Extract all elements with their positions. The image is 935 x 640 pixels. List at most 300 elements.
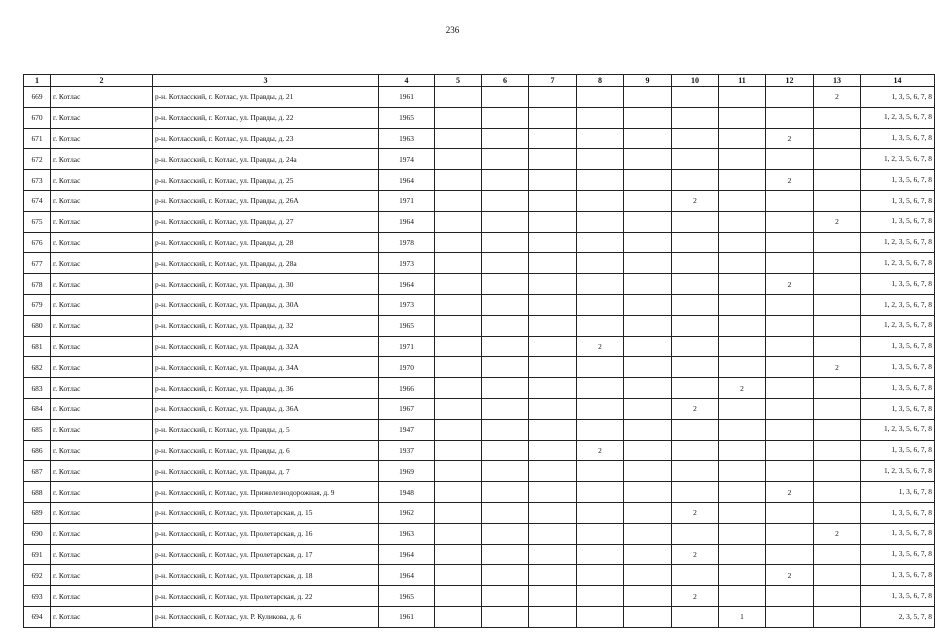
row-col-7 — [529, 523, 577, 544]
row-col-9 — [624, 419, 672, 440]
row-col-12: 2 — [766, 482, 814, 503]
row-col-6 — [482, 107, 529, 128]
row-number: 670 — [24, 107, 51, 128]
row-col-7 — [529, 378, 577, 399]
column-header-12: 12 — [766, 75, 814, 87]
row-col-8 — [577, 544, 624, 565]
row-col-6 — [482, 87, 529, 108]
table-row — [24, 170, 935, 191]
row-col-5 — [435, 107, 482, 128]
row-col-10 — [672, 253, 719, 274]
row-col-6 — [482, 170, 529, 191]
row-city: г. Котлас — [51, 523, 153, 544]
row-codes: 1, 2, 3, 5, 6, 7, 8 — [861, 461, 935, 482]
row-number: 681 — [24, 336, 51, 357]
row-codes: 1, 3, 5, 6, 7, 8 — [861, 211, 935, 232]
row-col-6 — [482, 502, 529, 523]
row-codes: 1, 2, 3, 5, 6, 7, 8 — [861, 294, 935, 315]
row-year: 1964 — [379, 211, 435, 232]
row-year: 1973 — [379, 253, 435, 274]
row-col-5 — [435, 586, 482, 607]
row-col-12 — [766, 211, 814, 232]
row-col-6 — [482, 419, 529, 440]
row-col-8 — [577, 190, 624, 211]
row-col-5 — [435, 170, 482, 191]
row-codes: 1, 2, 3, 5, 6, 7, 8 — [861, 419, 935, 440]
row-col-10 — [672, 294, 719, 315]
row-col-5 — [435, 440, 482, 461]
row-col-7 — [529, 440, 577, 461]
row-col-9 — [624, 128, 672, 149]
row-year: 1965 — [379, 107, 435, 128]
row-col-8 — [577, 274, 624, 295]
row-col-9 — [624, 190, 672, 211]
row-codes: 1, 2, 3, 5, 6, 7, 8 — [861, 315, 935, 336]
row-col-10: 2 — [672, 544, 719, 565]
row-codes: 1, 3, 5, 6, 7, 8 — [861, 440, 935, 461]
row-city: г. Котлас — [51, 482, 153, 503]
row-year: 1963 — [379, 523, 435, 544]
row-year: 1967 — [379, 398, 435, 419]
row-col-7 — [529, 315, 577, 336]
row-col-11 — [719, 336, 766, 357]
row-city: г. Котлас — [51, 461, 153, 482]
row-col-10: 2 — [672, 502, 719, 523]
row-col-5 — [435, 398, 482, 419]
row-col-13 — [814, 315, 861, 336]
row-col-11 — [719, 149, 766, 170]
row-col-8 — [577, 398, 624, 419]
row-col-11 — [719, 253, 766, 274]
row-number: 689 — [24, 502, 51, 523]
row-codes: 1, 3, 5, 6, 7, 8 — [861, 170, 935, 191]
table-row — [24, 398, 935, 419]
row-year: 1937 — [379, 440, 435, 461]
row-col-11 — [719, 398, 766, 419]
row-col-13 — [814, 565, 861, 586]
row-col-13 — [814, 378, 861, 399]
row-col-13: 2 — [814, 87, 861, 108]
row-codes: 1, 3, 5, 6, 7, 8 — [861, 274, 935, 295]
row-col-11 — [719, 523, 766, 544]
row-number: 673 — [24, 170, 51, 191]
row-col-6 — [482, 294, 529, 315]
row-col-9 — [624, 253, 672, 274]
row-number: 680 — [24, 315, 51, 336]
row-address: р-н. Котласский, г. Котлас, ул. Прижелезнодорожная, д. 9 — [153, 482, 379, 503]
row-city: г. Котлас — [51, 398, 153, 419]
table-row — [24, 253, 935, 274]
table-row — [24, 606, 935, 627]
row-col-13 — [814, 232, 861, 253]
row-number: 693 — [24, 586, 51, 607]
row-col-11 — [719, 440, 766, 461]
row-col-10: 2 — [672, 190, 719, 211]
row-col-9 — [624, 170, 672, 191]
table-row — [24, 440, 935, 461]
row-col-9 — [624, 502, 672, 523]
row-address: р-н. Котласский, г. Котлас, ул. Р. Куликова, д. 6 — [153, 606, 379, 627]
row-col-11 — [719, 502, 766, 523]
row-year: 1971 — [379, 190, 435, 211]
row-col-10 — [672, 211, 719, 232]
row-col-7 — [529, 461, 577, 482]
row-col-7 — [529, 253, 577, 274]
row-codes: 1, 3, 6, 7, 8 — [861, 482, 935, 503]
row-year: 1964 — [379, 170, 435, 191]
row-address: р-н. Котласский, г. Котлас, ул. Правды, д. 30 — [153, 274, 379, 295]
row-col-9 — [624, 606, 672, 627]
row-col-11 — [719, 419, 766, 440]
row-col-8 — [577, 357, 624, 378]
row-col-12: 2 — [766, 565, 814, 586]
row-col-11 — [719, 461, 766, 482]
table-row — [24, 211, 935, 232]
row-col-11: 2 — [719, 378, 766, 399]
row-number: 688 — [24, 482, 51, 503]
row-address: р-н. Котласский, г. Котлас, ул. Правды, д. 21 — [153, 87, 379, 108]
row-year: 1963 — [379, 128, 435, 149]
table-row — [24, 315, 935, 336]
row-col-9 — [624, 294, 672, 315]
row-col-7 — [529, 170, 577, 191]
table-row — [24, 107, 935, 128]
row-number: 685 — [24, 419, 51, 440]
row-codes: 1, 3, 5, 6, 7, 8 — [861, 544, 935, 565]
row-col-9 — [624, 544, 672, 565]
row-city: г. Котлас — [51, 87, 153, 108]
row-col-12 — [766, 378, 814, 399]
row-col-13 — [814, 544, 861, 565]
row-col-10 — [672, 378, 719, 399]
row-address: р-н. Котласский, г. Котлас, ул. Правды, д. 6 — [153, 440, 379, 461]
row-city: г. Котлас — [51, 211, 153, 232]
row-col-10 — [672, 87, 719, 108]
table-row — [24, 586, 935, 607]
row-col-5 — [435, 482, 482, 503]
row-col-11 — [719, 586, 766, 607]
table-row — [24, 482, 935, 503]
row-city: г. Котлас — [51, 544, 153, 565]
row-number: 679 — [24, 294, 51, 315]
row-col-10 — [672, 419, 719, 440]
row-col-9 — [624, 107, 672, 128]
row-col-5 — [435, 87, 482, 108]
row-col-7 — [529, 544, 577, 565]
table-row — [24, 149, 935, 170]
row-codes: 1, 3, 5, 6, 7, 8 — [861, 190, 935, 211]
row-col-11 — [719, 482, 766, 503]
row-year: 1970 — [379, 357, 435, 378]
row-col-7 — [529, 357, 577, 378]
row-col-12 — [766, 419, 814, 440]
row-address: р-н. Котласский, г. Котлас, ул. Правды, д. 26А — [153, 190, 379, 211]
row-number: 678 — [24, 274, 51, 295]
column-header-7: 7 — [529, 75, 577, 87]
row-col-11 — [719, 544, 766, 565]
row-col-10 — [672, 523, 719, 544]
row-col-8 — [577, 378, 624, 399]
row-codes: 1, 2, 3, 5, 6, 7, 8 — [861, 149, 935, 170]
row-col-13 — [814, 398, 861, 419]
row-col-9 — [624, 565, 672, 586]
row-col-13 — [814, 170, 861, 191]
row-address: р-н. Котласский, г. Котлас, ул. Пролетарская, д. 16 — [153, 523, 379, 544]
row-col-11 — [719, 315, 766, 336]
row-year: 1961 — [379, 606, 435, 627]
row-col-8 — [577, 565, 624, 586]
row-col-13 — [814, 274, 861, 295]
row-col-7 — [529, 419, 577, 440]
column-header-8: 8 — [577, 75, 624, 87]
row-city: г. Котлас — [51, 378, 153, 399]
row-number: 687 — [24, 461, 51, 482]
row-col-13 — [814, 253, 861, 274]
row-col-5 — [435, 606, 482, 627]
row-col-8 — [577, 170, 624, 191]
row-number: 669 — [24, 87, 51, 108]
column-header-10: 10 — [672, 75, 719, 87]
row-col-7 — [529, 586, 577, 607]
row-col-8 — [577, 253, 624, 274]
row-codes: 1, 3, 5, 6, 7, 8 — [861, 87, 935, 108]
row-col-9 — [624, 211, 672, 232]
row-col-6 — [482, 128, 529, 149]
row-codes: 1, 3, 5, 6, 7, 8 — [861, 565, 935, 586]
column-header-11: 11 — [719, 75, 766, 87]
row-col-9 — [624, 357, 672, 378]
table-row — [24, 502, 935, 523]
row-col-7 — [529, 398, 577, 419]
row-col-10 — [672, 170, 719, 191]
row-col-12 — [766, 294, 814, 315]
row-year: 1966 — [379, 378, 435, 399]
row-number: 682 — [24, 357, 51, 378]
row-col-12: 2 — [766, 170, 814, 191]
row-col-6 — [482, 544, 529, 565]
column-header-13: 13 — [814, 75, 861, 87]
header-row — [24, 75, 935, 87]
row-col-12 — [766, 523, 814, 544]
row-col-12 — [766, 398, 814, 419]
row-col-10: 2 — [672, 398, 719, 419]
row-col-6 — [482, 190, 529, 211]
row-col-9 — [624, 149, 672, 170]
row-col-8 — [577, 87, 624, 108]
row-year: 1978 — [379, 232, 435, 253]
row-col-10 — [672, 315, 719, 336]
row-col-8 — [577, 419, 624, 440]
row-col-12: 2 — [766, 274, 814, 295]
row-col-9 — [624, 586, 672, 607]
row-col-5 — [435, 419, 482, 440]
table-body — [24, 87, 935, 628]
row-col-12 — [766, 544, 814, 565]
row-col-5 — [435, 502, 482, 523]
row-col-6 — [482, 315, 529, 336]
row-city: г. Котлас — [51, 294, 153, 315]
row-col-9 — [624, 232, 672, 253]
row-col-7 — [529, 128, 577, 149]
row-year: 1947 — [379, 419, 435, 440]
row-number: 691 — [24, 544, 51, 565]
column-header-6: 6 — [482, 75, 529, 87]
row-col-12 — [766, 440, 814, 461]
row-col-6 — [482, 440, 529, 461]
row-address: р-н. Котласский, г. Котлас, ул. Правды, д. 7 — [153, 461, 379, 482]
row-codes: 1, 3, 5, 6, 7, 8 — [861, 357, 935, 378]
column-header-9: 9 — [624, 75, 672, 87]
row-col-13 — [814, 461, 861, 482]
table-row — [24, 87, 935, 108]
row-col-8 — [577, 461, 624, 482]
row-col-13 — [814, 107, 861, 128]
row-address: р-н. Котласский, г. Котлас, ул. Правды, д. 36А — [153, 398, 379, 419]
row-col-13 — [814, 586, 861, 607]
row-col-11 — [719, 274, 766, 295]
row-codes: 1, 3, 5, 6, 7, 8 — [861, 502, 935, 523]
row-col-9 — [624, 398, 672, 419]
register-table — [23, 74, 935, 628]
row-col-13 — [814, 336, 861, 357]
row-col-5 — [435, 378, 482, 399]
row-city: г. Котлас — [51, 336, 153, 357]
column-header-2: 2 — [51, 75, 153, 87]
row-year: 1964 — [379, 544, 435, 565]
row-address: р-н. Котласский, г. Котлас, ул. Правды, д. 30А — [153, 294, 379, 315]
row-col-6 — [482, 357, 529, 378]
row-year: 1973 — [379, 294, 435, 315]
row-year: 1964 — [379, 565, 435, 586]
row-number: 671 — [24, 128, 51, 149]
row-col-5 — [435, 315, 482, 336]
row-year: 1971 — [379, 336, 435, 357]
row-col-8 — [577, 294, 624, 315]
row-col-6 — [482, 398, 529, 419]
row-col-7 — [529, 482, 577, 503]
table-row — [24, 128, 935, 149]
row-number: 675 — [24, 211, 51, 232]
row-col-10 — [672, 565, 719, 586]
column-header-3: 3 — [153, 75, 379, 87]
row-col-11 — [719, 128, 766, 149]
row-col-8 — [577, 232, 624, 253]
row-address: р-н. Котласский, г. Котлас, ул. Правды, д. 24а — [153, 149, 379, 170]
row-city: г. Котлас — [51, 357, 153, 378]
row-col-9 — [624, 274, 672, 295]
row-col-5 — [435, 565, 482, 586]
row-col-7 — [529, 232, 577, 253]
row-address: р-н. Котласский, г. Котлас, ул. Пролетарская, д. 17 — [153, 544, 379, 565]
row-col-6 — [482, 149, 529, 170]
row-col-5 — [435, 232, 482, 253]
column-header-14: 14 — [861, 75, 935, 87]
row-col-5 — [435, 357, 482, 378]
row-col-13 — [814, 294, 861, 315]
row-col-9 — [624, 482, 672, 503]
row-col-10 — [672, 440, 719, 461]
row-city: г. Котлас — [51, 190, 153, 211]
row-col-12 — [766, 315, 814, 336]
row-col-13 — [814, 502, 861, 523]
row-col-11 — [719, 211, 766, 232]
row-codes: 1, 2, 3, 5, 6, 7, 8 — [861, 232, 935, 253]
row-col-12 — [766, 336, 814, 357]
row-city: г. Котлас — [51, 419, 153, 440]
row-city: г. Котлас — [51, 149, 153, 170]
row-col-12 — [766, 149, 814, 170]
table-row — [24, 232, 935, 253]
row-col-7 — [529, 565, 577, 586]
row-col-7 — [529, 190, 577, 211]
row-number: 672 — [24, 149, 51, 170]
row-codes: 1, 3, 5, 6, 7, 8 — [861, 378, 935, 399]
row-col-9 — [624, 523, 672, 544]
row-codes: 1, 2, 3, 5, 6, 7, 8 — [861, 107, 935, 128]
row-codes: 1, 3, 5, 6, 7, 8 — [861, 336, 935, 357]
row-col-5 — [435, 461, 482, 482]
row-col-13 — [814, 482, 861, 503]
row-address: р-н. Котласский, г. Котлас, ул. Правды, д. 23 — [153, 128, 379, 149]
row-year: 1974 — [379, 149, 435, 170]
row-col-8 — [577, 502, 624, 523]
row-codes: 1, 2, 3, 5, 6, 7, 8 — [861, 253, 935, 274]
row-col-7 — [529, 211, 577, 232]
row-city: г. Котлас — [51, 274, 153, 295]
row-year: 1965 — [379, 586, 435, 607]
row-col-12 — [766, 107, 814, 128]
row-col-12 — [766, 502, 814, 523]
row-col-5 — [435, 294, 482, 315]
column-header-5: 5 — [435, 75, 482, 87]
row-col-8: 2 — [577, 440, 624, 461]
row-col-7 — [529, 336, 577, 357]
row-col-8 — [577, 149, 624, 170]
table-row — [24, 523, 935, 544]
row-col-9 — [624, 336, 672, 357]
row-col-12 — [766, 190, 814, 211]
row-col-8 — [577, 107, 624, 128]
row-col-7 — [529, 294, 577, 315]
row-col-13: 2 — [814, 211, 861, 232]
row-col-10 — [672, 336, 719, 357]
row-year: 1961 — [379, 87, 435, 108]
row-col-11 — [719, 190, 766, 211]
row-col-12 — [766, 253, 814, 274]
row-col-10: 2 — [672, 586, 719, 607]
row-address: р-н. Котласский, г. Котлас, ул. Пролетарская, д. 18 — [153, 565, 379, 586]
row-codes: 1, 3, 5, 6, 7, 8 — [861, 128, 935, 149]
row-col-12 — [766, 232, 814, 253]
row-col-8 — [577, 606, 624, 627]
row-col-7 — [529, 107, 577, 128]
row-codes: 2, 3, 5, 7, 8 — [861, 606, 935, 627]
row-col-5 — [435, 128, 482, 149]
row-col-6 — [482, 482, 529, 503]
row-col-7 — [529, 606, 577, 627]
row-col-5 — [435, 544, 482, 565]
row-year: 1948 — [379, 482, 435, 503]
row-col-13 — [814, 440, 861, 461]
row-col-8 — [577, 128, 624, 149]
row-address: р-н. Котласский, г. Котлас, ул. Пролетарская, д. 15 — [153, 502, 379, 523]
row-address: р-н. Котласский, г. Котлас, ул. Правды, д. 27 — [153, 211, 379, 232]
row-col-7 — [529, 87, 577, 108]
row-city: г. Котлас — [51, 606, 153, 627]
row-address: р-н. Котласский, г. Котлас, ул. Правды, д. 28 — [153, 232, 379, 253]
row-col-9 — [624, 461, 672, 482]
table-row — [24, 419, 935, 440]
